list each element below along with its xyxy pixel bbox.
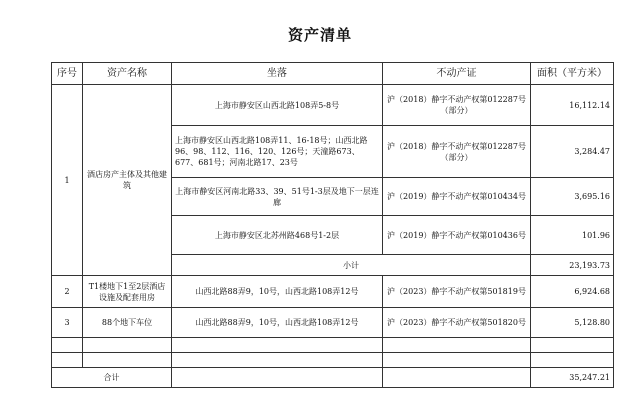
asset-name-cell: 酒店房产主体及其他建筑 <box>83 85 172 276</box>
asset-table <box>51 62 614 388</box>
header-location: 坐落 <box>172 63 383 85</box>
location-cell: 山西北路88弄9，10号，山西北路108弄12号 <box>172 308 383 338</box>
blank-row <box>52 338 614 353</box>
location-cell: 上海市静安区山西北路108弄11、16-18号；山西北路96、98、112、116、120、126号；天潼路673、677、681号；河南北路17、23号 <box>172 126 383 178</box>
blank-cell <box>172 353 383 368</box>
header-name: 资产名称 <box>83 63 172 85</box>
location-cell: 山西北路88弄9，10号，山西北路108弄12号 <box>172 276 383 308</box>
table-header-row <box>52 63 614 85</box>
subtotal-value: 23,193.73 <box>531 255 614 276</box>
table-row <box>52 85 614 126</box>
certificate-cell: 沪（2019）静字不动产权第010436号 <box>383 216 531 255</box>
blank-cell <box>531 353 614 368</box>
table-row <box>52 276 614 308</box>
area-cell: 3,284.47 <box>531 126 614 178</box>
table-row <box>52 308 614 338</box>
blank-cell <box>52 338 83 353</box>
area-cell: 5,128.80 <box>531 308 614 338</box>
blank-cell <box>531 338 614 353</box>
certificate-cell: 沪（2019）静字不动产权第010434号 <box>383 178 531 216</box>
header-seq: 序号 <box>52 63 83 85</box>
certificate-cell: 沪（2023）静字不动产权第501819号 <box>383 276 531 308</box>
asset-name-cell: 88个地下车位 <box>83 308 172 338</box>
location-cell: 上海市静安区北苏州路468号1-2层 <box>172 216 383 255</box>
seq-cell: 3 <box>52 308 83 338</box>
certificate-cell: 沪（2023）静字不动产权第501820号 <box>383 308 531 338</box>
area-cell: 101.96 <box>531 216 614 255</box>
area-cell: 3,695.16 <box>531 178 614 216</box>
asset-name-cell: T1楼地下1至2层酒店设施及配套用房 <box>83 276 172 308</box>
total-value: 35,247.21 <box>531 368 614 388</box>
seq-cell: 1 <box>52 85 83 276</box>
total-row <box>52 368 614 388</box>
blank-cell <box>172 368 383 388</box>
header-area: 面积（平方米） <box>531 63 614 85</box>
area-cell: 16,112.14 <box>531 85 614 126</box>
blank-cell <box>83 338 172 353</box>
blank-cell <box>383 368 531 388</box>
blank-cell <box>383 353 531 368</box>
blank-row <box>52 353 614 368</box>
blank-cell <box>83 353 172 368</box>
location-cell: 上海市静安区河南北路33、39、51号1-3层及地下一层连廊 <box>172 178 383 216</box>
location-cell: 上海市静安区山西北路108弄5-8号 <box>172 85 383 126</box>
blank-cell <box>172 338 383 353</box>
page-title: 资产清单 <box>287 26 352 44</box>
area-cell: 6,924.68 <box>531 276 614 308</box>
blank-cell <box>383 338 531 353</box>
certificate-cell: 沪（2018）静字不动产权第012287号（部分） <box>383 85 531 126</box>
subtotal-label: 小计 <box>172 255 531 276</box>
seq-cell: 2 <box>52 276 83 308</box>
blank-cell <box>52 353 83 368</box>
header-certificate: 不动产证 <box>383 63 531 85</box>
certificate-cell: 沪（2018）静字不动产权第012287号（部分） <box>383 126 531 178</box>
total-label: 合计 <box>52 368 172 388</box>
